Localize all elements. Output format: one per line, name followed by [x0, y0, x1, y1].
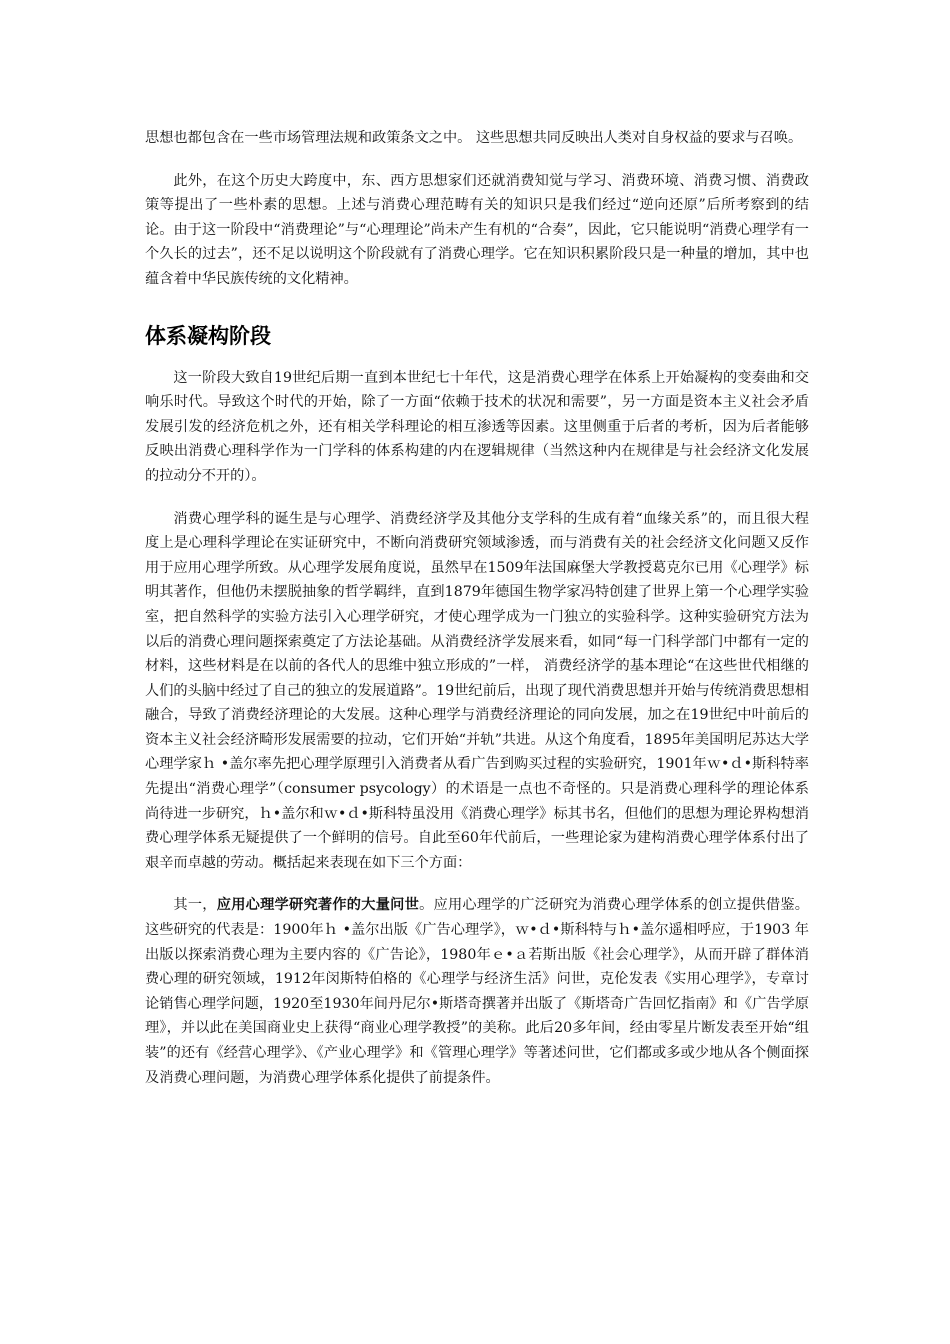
paragraph-lead: 其一， — [173, 897, 217, 914]
section-heading: 体系凝构阶段 — [145, 323, 271, 348]
paragraph: 此外，在这个历史大跨度中，东、西方思想家们还就消费知觉与学习、消费环境、消费习惯、消费政策等提出了一些朴素的思想。上述与消费心理范畴有关的知识只是我们经过“逆向还原”后所考察到的结论。由于这一阶段中“消费理论”与“心理理论”尚未产生有机的“合奏”，因此，它只能说明“消费心理学有一个久长的过去”，还不足以说明这个阶段就有了消费心理学。它在知识积累阶段只是一种量的增加，其中也蕴含着中华民族传统的文化精神。 — [145, 172, 809, 287]
paragraph-continued: 思想也都包含在一些市场管理法规和政策条文之中。 这些思想共同反映出人类对自身权益的要求与召唤。 — [145, 130, 803, 146]
emphasis-text: 应用心理学研究著作的大量问世 — [216, 897, 420, 914]
paragraph: 这一阶段大致自19世纪后期一直到本世纪七十年代，这是消费心理学在体系上开始凝构的变奏曲和交响乐时代。导致这个时代的开始，除了一方面“依赖于技术的状况和需要”，另一方面是资本主义社会矛盾发展引发的经济危机之外，还有相关学科理论的相互渗透等因素。这里侧重于后者的考析，因为后者能够反映出消费心理科学作为一门学科的体系构建的内在逻辑规律（当然这种内在规律是与社会经济文化发展的拉动分不开的）。 — [145, 369, 809, 484]
document-page — [145, 126, 809, 1108]
paragraph-text: 。应用心理学的广泛研究为消费心理学体系的创立提供借鉴。这些研究的代表是：1900年ｈ •盖尔出版《广告心理学》，ｗ•ｄ•斯科特与ｈ•盖尔遥相呼应，于1903 年出版以探索消费心理为主要内容的《广告论》，1980年ｅ•ａ若斯出版《社会心理学》，从而开辟了群体消费心理的研究领域，1912年闵斯特伯格的《心理学与经济生活》问世，克伦发表《实用心理学》，专章讨论销售心理学问题，1920至1930年间丹尼尔•斯塔奇撰著并出版了《斯塔奇广告回忆指南》和《广告学原理》，并以此在美国商业史上获得“商业心理学教授”的美称。此后20多年间，经由零星片断发表至开始“组装”的还有《经营心理学》、《产业心理学》和《管理心理学》等著述问世，它们都或多或少地从各个侧面探及消费心理问题，为消费心理学体系化提供了前提条件。 — [145, 897, 809, 1086]
paragraph: 消费心理学科的诞生是与心理学、消费经济学及其他分支学科的生成有着“血缘关系”的，而且很大程度上是心理科学理论在实证研究中，不断向消费研究领域渗透，而与消费有关的社会经济文化问题又反作用于应用心理学所致。从心理学发展角度说，虽然早在1509年法国麻堡大学教授葛克尔已用《心理学》标明其著作，但他仍未摆脱抽象的哲学羁绊，直到1879年德国生物学家冯特创建了世界上第一个心理学实验室，把自然科学的实验方法引入心理学研究，才使心理学成为一门独立的实验科学。这种实验研究方法为以后的消费心理问题探索奠定了方法论基础。从消费经济学发展来看，如同“每一门科学部门中都有一定的材料，这些材料是在以前的各代人的思维中独立形成的”一样， 消费经济学的基本理论“在这些世代相继的人们的头脑中经过了自己的独立的发展道路”。19世纪前后，出现了现代消费思想并开始与传统消费思想相融合，导致了消费经济理论的大发展。这种心理学与消费经济理论的同向发展，加之在19世纪中叶前后的资本主义社会经济畸形发展需要的拉动，它们开始“并轨”共进。从这个角度看，1895年美国明尼苏达大学心理学家ｈ •盖尔率先把心理学原理引入消费者从看广告到购买过程的实验研究，1901年ｗ•ｄ•斯科特率先提出“消费心理学”（consumer psycology）的术语是一点也不奇怪的。只是消费心理科学的理论体系尚待进一步研究，ｈ•盖尔和ｗ•ｄ•斯科特虽没用《消费心理学》标其书名，但他们的思想为理论界构想消费心理学体系无疑提供了一个鲜明的信号。自此至60年代前后，一些理论家为建构消费心理学体系付出了艰辛而卓越的劳动。概括起来表现在如下三个方面： — [145, 510, 809, 871]
paragraph — [145, 893, 809, 1090]
